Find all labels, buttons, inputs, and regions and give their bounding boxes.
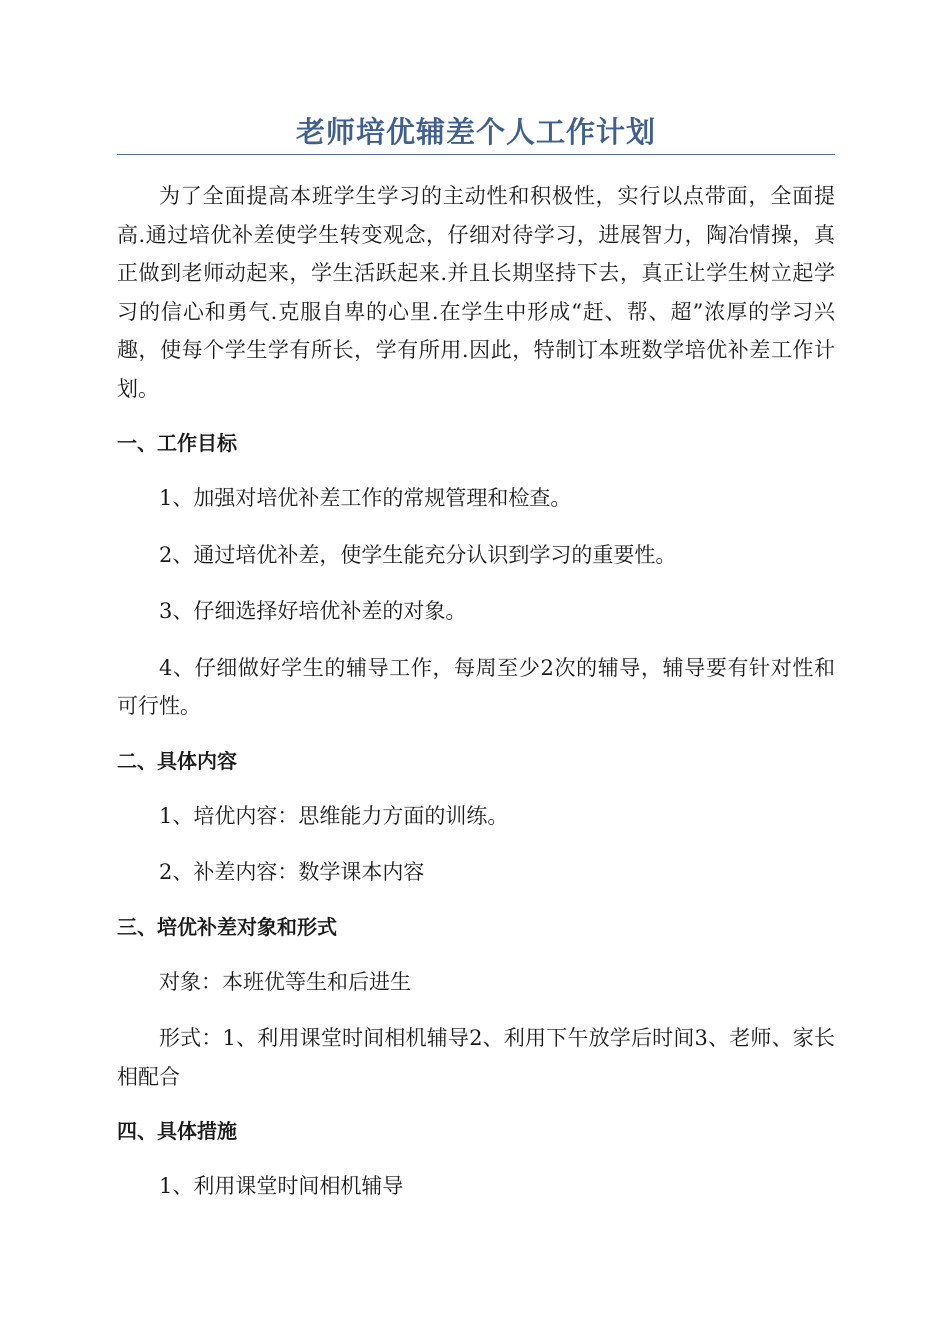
goal-item-2: 2、通过培优补差，使学生能充分认识到学习的重要性。 [159,542,677,567]
section-heading-content: 二、具体内容 [117,748,237,773]
content-item-1: 1、培优内容：思维能力方面的训练。 [159,803,509,828]
measures-item-1: 1、利用课堂时间相机辅导 [159,1174,404,1198]
section-heading-targets: 三、培优补差对象和形式 [117,914,337,939]
document-page [117,0,835,1206]
document-title: 老师培优辅差个人工作计划 [295,115,656,149]
targets-item-2: 形式：1、利用课堂时间相机辅导2、利用下午放学后时间3、老师、家长相配合 [117,1026,835,1089]
goal-item-1: 1、加强对培优补差工作的常规管理和检查。 [159,486,572,510]
goal-item-3: 3、仔细选择好培优补差的对象。 [159,599,467,623]
targets-item-1: 对象：本班优等生和后进生 [159,969,411,994]
section-heading-goals: 一、工作目标 [117,431,237,455]
title-underline [117,154,835,155]
content-item-2: 2、补差内容：数学课本内容 [159,860,425,884]
section-heading-measures: 四、具体措施 [117,1119,237,1143]
intro-paragraph: 为了全面提高本班学生学习的主动性和积极性，实行以点带面，全面提高.通过培优补差使学生转变观念，仔细对待学习，进展智力，陶冶情操，真正做到老师动起来，学生活跃起来.并且长期坚持下去，真正让学生树立起学习的信心和勇气.克服自卑的心里.在学生中形成“赶、帮、超”浓厚的学习兴趣，使每个学生学有所长，学有所用.因此，特制订本班数学培优补差工作计划。 [117,184,835,401]
goal-item-4: 4、仔细做好学生的辅导工作，每周至少2次的辅导，辅导要有针对性和可行性。 [117,655,835,718]
